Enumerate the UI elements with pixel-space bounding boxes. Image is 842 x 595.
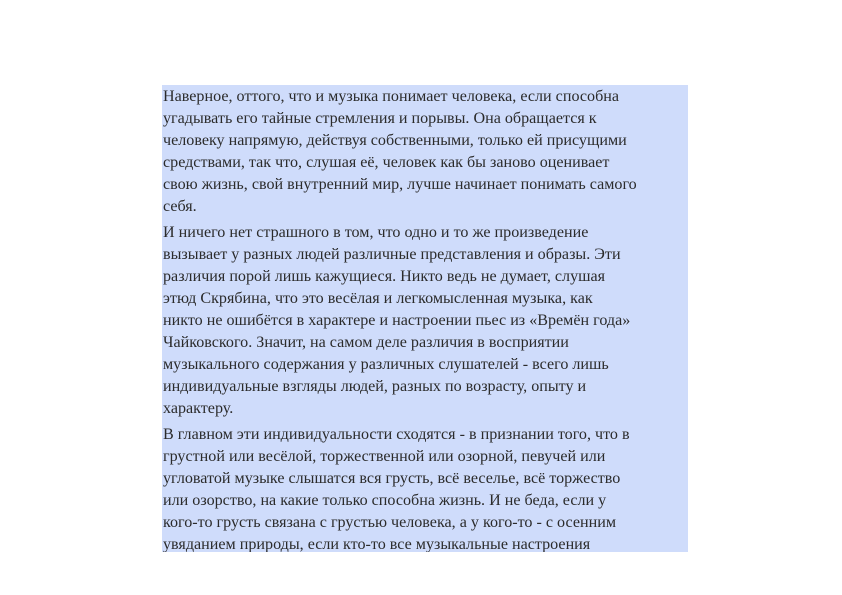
text-line: средствами, так что, слушая её, человек как бы заново оценивает bbox=[163, 154, 610, 171]
text-line: кого-то грусть связана с грустью человека, а у кого-то - с осенним bbox=[163, 514, 617, 531]
text-line: музыкального содержания у различных слушателей - всего лишь bbox=[163, 356, 609, 373]
text-line: человеку напрямую, действуя собственными, только ей присущими bbox=[163, 132, 627, 149]
text-line: И ничего нет страшного в том, что одно и то же произведение bbox=[163, 224, 589, 241]
text-line: этюд Скрябина, что это весёлая и легкомысленная музыка, как bbox=[163, 290, 593, 307]
text-line: грустной или весёлой, торжественной или озорной, певучей или bbox=[163, 448, 606, 465]
text-line: различия порой лишь кажущиеся. Никто ведь не думает, слушая bbox=[163, 268, 606, 285]
text-line: В главном эти индивидуальности сходятся - в признании того, что в bbox=[163, 426, 630, 443]
paragraph-2 bbox=[163, 222, 688, 420]
text-line: угловатой музыке слышатся вся грусть, всё веселье, всё торжество bbox=[163, 470, 621, 487]
paragraph-1 bbox=[163, 86, 688, 218]
text-line: Наверное, оттого, что и музыка понимает человека, если способна bbox=[163, 88, 620, 105]
text-line: характеру. bbox=[163, 400, 234, 417]
text-line: никто не ошибётся в характере и настроении пьес из «Времён года» bbox=[163, 312, 631, 329]
text-line: увяданием природы, если кто-то все музыкальные настроения bbox=[163, 536, 591, 552]
paragraph-3 bbox=[163, 424, 688, 552]
text-line: свою жизнь, свой внутренний мир, лучше начинает понимать самого bbox=[163, 176, 637, 193]
text-line: вызывает у разных людей различные представления и образы. Эти bbox=[163, 246, 621, 263]
selected-text-block[interactable] bbox=[162, 85, 688, 552]
text-line: индивидуальные взгляды людей, разных по возрасту, опыту и bbox=[163, 378, 587, 395]
text-line: Чайковского. Значит, на самом деле различия в восприятии bbox=[163, 334, 569, 351]
text-line: угадывать его тайные стремления и порывы. Она обращается к bbox=[163, 110, 597, 127]
text-line: или озорство, на какие только способна жизнь. И не беда, если у bbox=[163, 492, 607, 509]
text-line: себя. bbox=[163, 198, 197, 215]
